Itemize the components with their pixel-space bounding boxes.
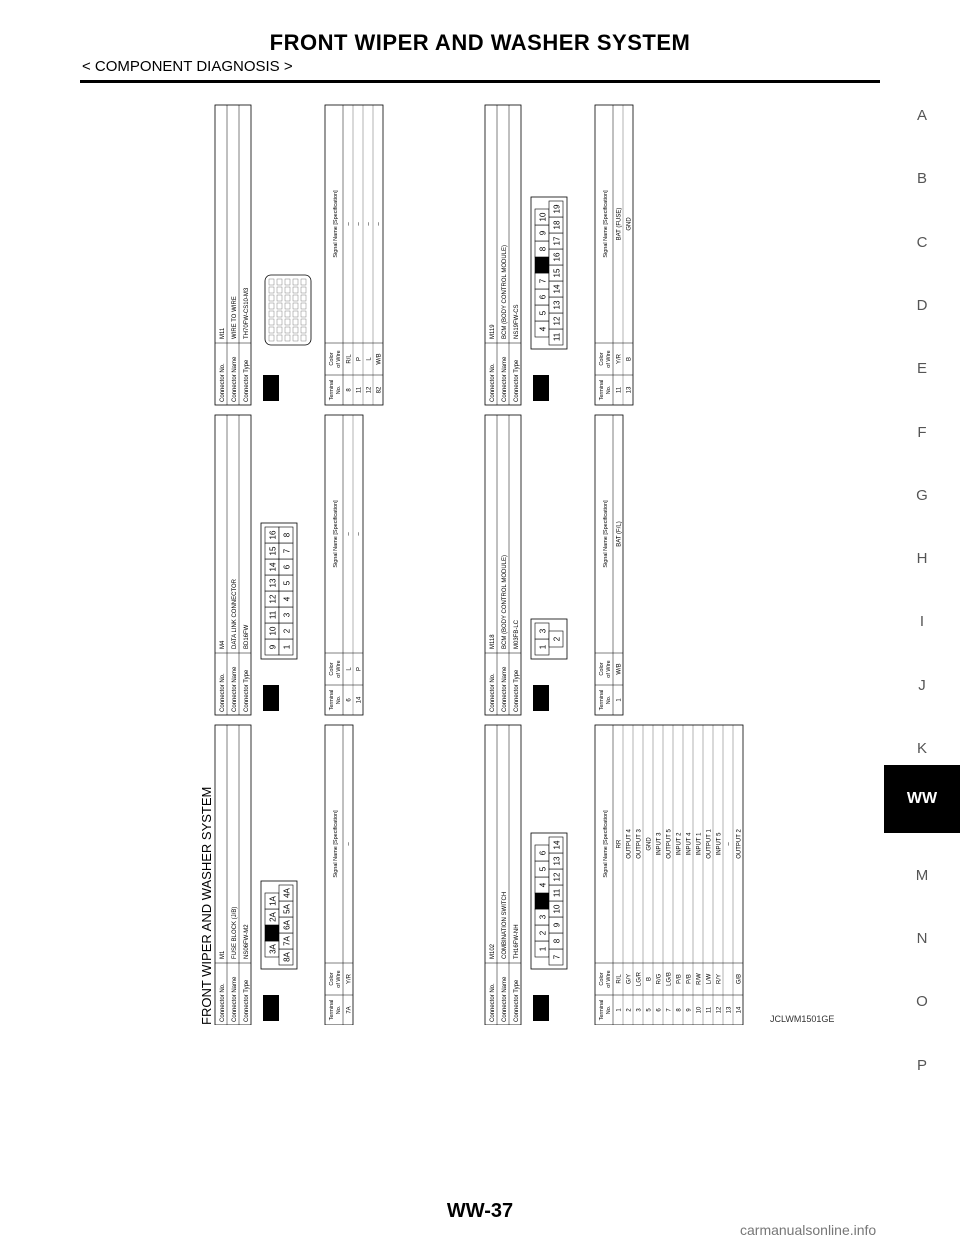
pin-label: 15 <box>552 268 562 278</box>
pin-label: 8A <box>282 952 292 962</box>
pin-label: 3 <box>538 628 548 634</box>
pin-label: 5 <box>538 866 548 872</box>
pin-label: 3 <box>282 612 292 618</box>
signal-header: Signal Name [Specification] <box>603 190 609 258</box>
section-index-e: E <box>916 360 927 378</box>
pin-label: 8 <box>538 246 548 252</box>
wire-color-cell: P <box>356 356 363 362</box>
connector-no-label: Connector No. <box>220 673 226 712</box>
pin-cell <box>285 327 290 333</box>
connector-type-label: Connector Type <box>244 979 250 1022</box>
signal-name-cell: GND <box>646 837 653 851</box>
pin-cell <box>269 295 274 301</box>
connector-face <box>265 275 311 345</box>
wire-color-cell: L <box>346 667 353 671</box>
terminal-no-header: No. <box>606 695 612 705</box>
pin-label: 10 <box>552 904 562 914</box>
pin-label: 6 <box>282 564 292 570</box>
pin-cell <box>285 335 290 341</box>
signal-name-cell: OUTPUT 2 <box>736 829 743 859</box>
section-index-b: B <box>916 170 927 188</box>
terminal-no-cell: 6 <box>656 1008 663 1012</box>
wire-color-cell: Y/R <box>616 353 623 365</box>
pin-cell <box>285 295 290 301</box>
wire-color-cell: G/Y <box>626 973 633 985</box>
section-index-m: M <box>915 866 929 884</box>
pin-cell <box>285 287 290 293</box>
pin-cell <box>277 287 282 293</box>
hs-badge-label: H.S. <box>538 690 547 706</box>
hs-badge-label: H.S. <box>538 1000 547 1016</box>
signal-name-cell: – <box>346 222 353 226</box>
signal-name-cell: OUTPUT 1 <box>706 829 713 859</box>
connector-no-value: M119 <box>490 324 496 339</box>
terminal-no-cell: 14 <box>736 1006 743 1014</box>
pin-label: 10 <box>268 626 278 636</box>
pin-cell <box>269 287 274 293</box>
connector-face <box>531 619 567 659</box>
terminal-no-cell: 13 <box>626 386 633 394</box>
terminal-no-cell: 9 <box>686 1008 693 1012</box>
pin-cell <box>293 287 298 293</box>
hs-badge-label: H.S. <box>538 380 547 396</box>
terminal-no-header: No. <box>606 1005 612 1015</box>
section-index-n: N <box>916 929 928 947</box>
connector-diagram-svg <box>195 95 845 1025</box>
wire-color-cell: B <box>646 976 653 982</box>
pin-label: 17 <box>552 236 562 246</box>
terminal-no-cell: 12 <box>716 1006 723 1014</box>
pin-cell <box>285 303 290 309</box>
terminal-no-header: No. <box>336 695 342 705</box>
terminal-no-header: Terminal <box>599 689 605 711</box>
pin-label: 7 <box>538 278 548 284</box>
pin-label: 2A <box>268 912 278 922</box>
connector-block-m119 <box>485 105 633 405</box>
pin-label: 16 <box>268 530 278 540</box>
pin-label: 14 <box>552 284 562 294</box>
pin-label: 9 <box>552 922 562 928</box>
connector-no-value: M1 <box>220 950 226 959</box>
connector-no-label: Connector No. <box>220 983 226 1022</box>
signal-name-cell: – <box>366 222 373 226</box>
page-subtitle: < COMPONENT DIAGNOSIS > <box>82 58 293 75</box>
pin-label: 7 <box>282 548 292 554</box>
signal-name-cell: GND <box>626 217 633 231</box>
terminal-no-cell: 7A <box>346 1006 353 1014</box>
pin-cell <box>269 303 274 309</box>
pin-label: 13 <box>552 300 562 310</box>
signal-header: Signal Name [Specification] <box>333 810 339 878</box>
pin-cell <box>293 303 298 309</box>
terminal-no-cell: 3 <box>636 1008 643 1012</box>
pin-label: 8 <box>552 938 562 944</box>
wire-color-cell: LG/R <box>636 971 643 987</box>
pin-label: 11 <box>552 888 562 898</box>
terminal-no-header: Terminal <box>329 999 335 1021</box>
page-number: WW-37 <box>446 1200 514 1222</box>
connector-face <box>531 197 567 349</box>
pin-label: 15 <box>268 546 278 556</box>
connector-name-label: Connector Name <box>232 356 238 402</box>
connector-name-value: WIRE TO WIRE <box>232 296 238 339</box>
pin-label: 1 <box>538 644 548 650</box>
section-index-h: H <box>916 550 928 568</box>
connector-no-value: M11 <box>220 327 226 339</box>
wire-color-cell: P <box>356 666 363 672</box>
terminal-no-cell: 8 <box>676 1008 683 1012</box>
signal-name-cell: INPUT 5 <box>716 832 723 856</box>
wire-color-cell: L/W <box>706 973 713 985</box>
image-code: JCLWM1501GE <box>770 1014 835 1024</box>
pin-label: 4A <box>282 888 292 898</box>
pin-cell <box>301 287 306 293</box>
terminal-no-cell: 10 <box>696 1006 703 1014</box>
connector-type-value: TH16FW-NH <box>514 924 520 959</box>
pin-label: 2 <box>552 636 562 642</box>
color-header: Color <box>329 972 335 986</box>
pin-cell <box>535 257 549 273</box>
signal-name-cell: INPUT 1 <box>696 832 703 856</box>
section-index-j: J <box>918 676 926 694</box>
terminal-no-header: Terminal <box>599 379 605 401</box>
wire-color-cell: R/G <box>656 973 663 985</box>
section-index-ww: WW <box>884 765 960 833</box>
pin-label: 12 <box>552 316 562 326</box>
connector-type-value: NS19FW-CS <box>514 304 520 339</box>
terminal-no-cell: 13 <box>726 1006 733 1014</box>
terminal-no-cell: 8 <box>346 388 353 392</box>
signal-name-cell: OUTPUT 5 <box>666 829 673 859</box>
section-index-c: C <box>916 233 928 251</box>
color-header: Color <box>329 662 335 676</box>
pin-cell <box>285 311 290 317</box>
pin-label: 3A <box>268 944 278 954</box>
pin-label: 2 <box>282 628 292 634</box>
pin-label: 1 <box>282 644 292 650</box>
pin-cell <box>301 295 306 301</box>
connector-block-m11 <box>215 105 383 405</box>
connector-name-value: BCM (BODY CONTROL MODULE) <box>502 244 508 339</box>
hs-badge-label: H.S. <box>268 380 277 396</box>
diagram-rotated-group <box>199 105 743 1025</box>
pin-cell <box>277 319 282 325</box>
wire-color-cell: R/W <box>696 973 703 985</box>
color-header: Color <box>329 352 335 366</box>
pin-cell <box>535 893 549 909</box>
pin-label: 12 <box>552 872 562 882</box>
connector-face <box>261 523 297 659</box>
terminal-no-cell: 11 <box>706 1006 713 1014</box>
pin-label: 6 <box>538 850 548 856</box>
pin-label: 6 <box>538 294 548 300</box>
connector-type-label: Connector Type <box>514 669 520 712</box>
terminal-no-header: Terminal <box>329 689 335 711</box>
hs-badge-label: H.S. <box>268 690 277 706</box>
wire-color-cell: LG/B <box>666 972 673 986</box>
pin-label: 18 <box>552 220 562 230</box>
pin-label: 14 <box>268 562 278 572</box>
connector-no-value: M4 <box>220 640 226 649</box>
section-index-k: K <box>916 740 927 757</box>
connector-name-label: Connector Name <box>502 356 508 402</box>
pin-label: 19 <box>552 204 562 214</box>
signal-name-cell: – <box>346 842 353 846</box>
hs-badge-label: H.S. <box>268 1000 277 1016</box>
color-header: of Wire <box>606 350 612 368</box>
terminal-no-header: No. <box>336 1005 342 1015</box>
pin-label: 1A <box>268 896 278 906</box>
pin-label: 9 <box>538 230 548 236</box>
connector-type-value: TH70FW-CS10-M3 <box>244 287 250 339</box>
connector-diagram <box>195 95 845 1025</box>
connector-name-value: BCM (BODY CONTROL MODULE) <box>502 554 508 649</box>
connector-no-value: M118 <box>490 634 496 649</box>
connector-no-label: Connector No. <box>490 363 496 402</box>
connector-no-label: Connector No. <box>490 673 496 712</box>
terminal-no-header: Terminal <box>329 379 335 401</box>
wire-color-cell: P/B <box>686 974 693 984</box>
pin-cell <box>293 295 298 301</box>
pin-label: 4 <box>282 596 292 602</box>
pin-label: 3 <box>538 914 548 920</box>
connector-block-m118 <box>485 415 623 715</box>
terminal-no-cell: 2 <box>626 1008 633 1012</box>
wire-color-cell: L <box>366 357 373 361</box>
pin-cell <box>277 327 282 333</box>
pin-cell <box>269 319 274 325</box>
pin-label: 11 <box>268 610 278 620</box>
signal-name-cell: – <box>356 222 363 226</box>
signal-name-cell: OUTPUT 3 <box>636 829 643 859</box>
wire-color-cell: G/B <box>736 973 743 985</box>
signal-name-cell: – <box>376 222 383 226</box>
diagram-section-title: FRONT WIPER AND WASHER SYSTEM <box>199 786 214 1025</box>
terminal-no-cell: 6 <box>346 698 353 702</box>
pin-label: 11 <box>552 332 562 342</box>
pin-cell <box>293 319 298 325</box>
connector-type-label: Connector Type <box>244 359 250 402</box>
pin-cell <box>301 335 306 341</box>
pin-cell <box>301 327 306 333</box>
signal-header: Signal Name [Specification] <box>603 500 609 568</box>
pin-label: 4 <box>538 326 548 332</box>
connector-name-value: DATA LINK CONNECTOR <box>232 578 238 649</box>
connector-type-value: BD16FW <box>244 624 250 649</box>
color-header: of Wire <box>606 970 612 988</box>
pin-cell <box>277 279 282 285</box>
signal-header: Signal Name [Specification] <box>333 190 339 258</box>
pin-label: 13 <box>268 578 278 588</box>
pin-label: 8 <box>282 532 292 538</box>
connector-face <box>261 881 297 969</box>
signal-name-cell: INPUT 3 <box>656 832 663 856</box>
pin-cell <box>293 311 298 317</box>
pin-cell <box>277 303 282 309</box>
signal-name-cell: BAT (FUSE) <box>616 207 623 241</box>
connector-block-m4 <box>215 415 363 715</box>
section-index-p: P <box>916 1056 927 1074</box>
connector-name-label: Connector Name <box>502 976 508 1022</box>
wire-color-cell: W/B <box>616 663 623 675</box>
pin-label: 9 <box>268 644 278 650</box>
watermark: carmanualsonline.info <box>740 1222 877 1238</box>
pin-label: 14 <box>552 840 562 850</box>
connector-name-label: Connector Name <box>502 666 508 712</box>
pin-cell <box>269 279 274 285</box>
section-index-a: A <box>916 107 927 124</box>
pin-label: 5A <box>282 904 292 914</box>
terminal-no-cell: 1 <box>616 698 623 702</box>
connector-name-value: COMBINATION SWITCH <box>502 891 508 959</box>
pin-label: 7 <box>552 954 562 960</box>
signal-name-cell: INPUT 4 <box>686 832 693 856</box>
wire-color-cell: R/L <box>346 354 353 364</box>
wire-color-cell: R/L <box>616 974 623 984</box>
signal-name-cell: – <box>346 532 353 536</box>
signal-header: Signal Name [Specification] <box>333 500 339 568</box>
color-header: of Wire <box>336 350 342 368</box>
pin-cell <box>285 279 290 285</box>
connector-type-label: Connector Type <box>514 979 520 1022</box>
section-index-f: F <box>917 423 927 441</box>
pin-label: 6A <box>282 920 292 930</box>
pin-cell <box>293 327 298 333</box>
signal-name-cell: BAT (F/L) <box>616 521 623 547</box>
pin-cell <box>301 303 306 309</box>
color-header: of Wire <box>336 970 342 988</box>
signal-name-cell: – <box>726 842 733 846</box>
terminal-no-cell: 14 <box>356 696 363 704</box>
connector-block-m102 <box>485 725 743 1025</box>
wire-color-cell: R/Y <box>716 973 723 985</box>
page-title: FRONT WIPER AND WASHER SYSTEM <box>269 30 691 55</box>
terminal-no-cell: 1 <box>616 1008 623 1012</box>
terminal-no-cell: 82 <box>376 386 383 394</box>
connector-name-label: Connector Name <box>232 666 238 712</box>
connector-no-label: Connector No. <box>490 983 496 1022</box>
connector-name-value: FUSE BLOCK (J/B) <box>232 906 238 959</box>
signal-name-cell: RR <box>616 839 623 849</box>
pin-cell <box>301 311 306 317</box>
connector-type-label: Connector Type <box>244 669 250 712</box>
connector-block-m1 <box>215 725 353 1025</box>
terminal-no-header: No. <box>336 385 342 395</box>
pin-cell <box>293 279 298 285</box>
section-index-g: G <box>916 486 928 504</box>
color-header: Color <box>599 352 605 366</box>
color-header: of Wire <box>606 660 612 678</box>
connector-face <box>531 833 567 969</box>
pin-label: 7A <box>282 936 292 946</box>
terminal-no-cell: 11 <box>616 386 623 394</box>
connector-type-label: Connector Type <box>514 359 520 402</box>
connector-type-value: M03FB-LC <box>514 619 520 649</box>
terminal-no-header: No. <box>606 385 612 395</box>
pin-cell <box>277 295 282 301</box>
signal-name-cell: INPUT 2 <box>676 832 683 856</box>
color-header: of Wire <box>336 660 342 678</box>
connector-type-value: NS06FW-M2 <box>244 924 250 959</box>
pin-label: 2 <box>538 930 548 936</box>
connector-outline <box>265 275 311 345</box>
pin-cell <box>269 311 274 317</box>
pin-cell <box>293 335 298 341</box>
connector-name-label: Connector Name <box>232 976 238 1022</box>
pin-cell <box>269 327 274 333</box>
pin-label: 13 <box>552 856 562 866</box>
pin-cell <box>277 311 282 317</box>
pin-label: 5 <box>538 310 548 316</box>
pin-cell <box>277 335 282 341</box>
pin-cell <box>301 279 306 285</box>
section-index-tabs <box>884 95 960 1145</box>
pin-cell <box>285 319 290 325</box>
signal-header: Signal Name [Specification] <box>603 810 609 878</box>
connector-no-value: M102 <box>490 943 496 959</box>
terminal-no-cell: 7 <box>666 1008 673 1012</box>
pin-label: 1 <box>538 946 548 952</box>
terminal-no-cell: 11 <box>356 386 363 394</box>
section-index-o: O <box>916 993 928 1011</box>
connector-no-label: Connector No. <box>220 363 226 402</box>
signal-name-cell: – <box>356 532 363 536</box>
color-header: Color <box>599 662 605 676</box>
pin-label: 4 <box>538 882 548 888</box>
pin-label: 10 <box>538 212 548 222</box>
wire-color-cell: B <box>626 356 633 362</box>
section-index-i: I <box>919 613 925 631</box>
pin-cell <box>265 925 279 941</box>
terminal-no-cell: 5 <box>646 1008 653 1012</box>
color-header: Color <box>599 972 605 986</box>
wire-color-cell: W/B <box>376 353 383 365</box>
signal-name-cell: OUTPUT 4 <box>626 829 633 859</box>
wire-color-cell: P/B <box>676 974 683 984</box>
section-index-d: D <box>916 296 928 314</box>
header-rule <box>80 80 880 83</box>
pin-label: 5 <box>282 580 292 586</box>
pin-label: 12 <box>268 594 278 604</box>
terminal-no-cell: 12 <box>366 386 373 394</box>
pin-cell <box>269 335 274 341</box>
pin-label: 16 <box>552 252 562 262</box>
terminal-no-header: Terminal <box>599 999 605 1021</box>
pin-cell <box>301 319 306 325</box>
wire-color-cell: Y/R <box>346 973 353 985</box>
